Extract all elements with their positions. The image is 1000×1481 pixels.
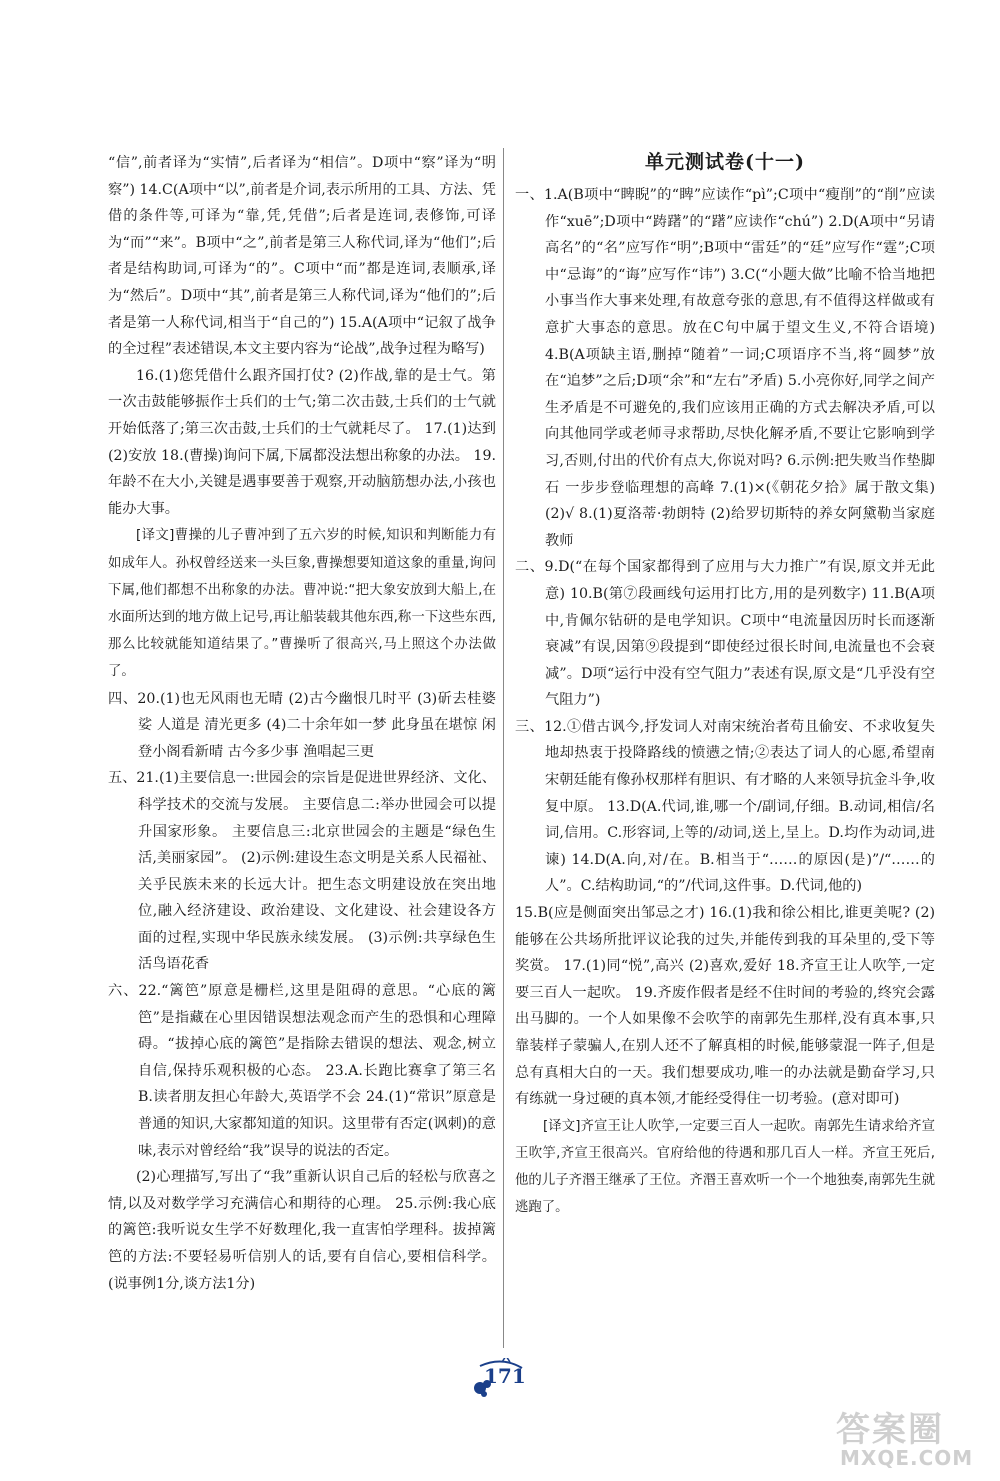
right-section-three: 三、12.①借古讽今,抒发词人对南宋统治者苟且偷安、不求收复失地却热衷于投降路线的愤懑之情;②表达了词人的心愿,希望南宋朝廷能有像孙权那样有胆识、有才略的人来领导抗金斗争,收复中原。 13.D(A.代词,谁,哪一个/副词,仔细。B.动词,相信/名词,信用。C.形容词,上等的/动词,送上,呈上。D.均作为动词,进谏) 14.D(A.向,对/在。B.相当于“……的原因(是)”/“……的人”。C.结构助词,“的”/代词,这件事。D.代词,他的) [515,718,935,895]
left-answers-16-19: 16.(1)您凭借什么跟齐国打仗? (2)作战,靠的是士气。第一次击鼓能够振作士兵们的士气;第二次击鼓,士兵们的士气就开始低落了;第三次击鼓,士兵们的士气就耗尽了。 17.(1)达到 (2)安放 18.(曹操)询问下属,下属都没法想出称象的办法。 19.年龄不在大小,关键是遇事要善于观察,开动脑筋想办法,小孩也能办大事。 [108,367,496,517]
right-translation: [译文]齐宣王让人吹竽,一定要三百人一起吹。南郭先生请求给齐宣王吹竽,齐宣王很高兴。官府给他的待遇和那几百人一样。齐宣王死后,他的儿子齐湣王继承了王位。齐湣王喜欢听一个一个地独奏,南郭先生就逃跑了。 [515,1118,935,1216]
unit-test-title: 单元测试卷(十一) [645,151,805,173]
left-answers-24-25: (2)心理描写,写出了“我”重新认识自己后的轻松与欣喜之情,以及对数学学习充满信心和期待的心理。 25.示例:我心底的篱笆:我听说女生学不好数理化,我一直害怕学理科。拔掉篱笆的方法:不要轻易听信别人的话,要有自信心,要相信科学。(说事例1分,谈方法1分) [108,1169,496,1292]
left-translation: [译文]曹操的儿子曹冲到了五六岁的时候,知识和判断能力有如成年人。孙权曾经送来一头巨象,曹操想要知道这象的重量,询问下属,他们都想不出称象的办法。曹冲说:“把大象安放到大船上,在水面所达到的地方做上记号,再让船装载其他东西,称一下这些东西,那么比较就能知道结果了。”曹操听了很高兴,马上照这个办法做了。 [108,528,496,680]
right-section-two: 二、9.D(“在每个国家都得到了应用与大力推广”有误,原文并无此意) 10.B(第⑦段画线句运用打比方,用的是列数字) 11.B(A项中,肯佩尔钻研的是电学知识。C项中“电流量因历时长而逐渐衰减”有误,因第⑨段提到“即使经过很长时间,电流量也不会衰减”。D项“运行中没有空气阻力”表述有误,原文是“几乎没有空气阻力”) [515,559,935,709]
left-column [108,150,496,1297]
page-number: 171 [484,1364,526,1388]
right-answers-15-19: 15.B(应是侧面突出邹忌之才) 16.(1)我和徐公相比,谁更美呢? (2)能够在公共场所批评议论我的过失,并能传到我的耳朵里的,受下等奖赏。 17.(1)同“悦”,高兴 (2)喜欢,爱好 18.齐宣王让人吹竽,一定要三百人一起吹。 19.齐废作假者是经不住时间的考验的,终究会露出马脚的。一个人如果像不会吹竽的南郭先生那样,没有真本事,只靠装样子蒙骗人,在别人还不了解真相的时候,能够蒙混一阵子,但是总有真相大白的一天。我们想要成功,唯一的办法就是勤奋学习,只有练就一身过硬的真本领,才能经受得住一切考验。(意对即可) [515,905,935,1108]
watermark-logo: 答案圈 [836,1410,944,1450]
right-section-one: 一、1.A(B项中“睥睨”的“睥”应读作“pì”;C项中“瘦削”的“削”应读作“xuē”;D项中“踌躇”的“躇”应读作“chú”) 2.D(A项中“另请高名”的“名”应写作“明”;B项中“雷廷”的“廷”应写作“霆”;C项中“忌诲”的“诲”应写作“讳”) 3.C(“小题大做”比喻不恰当地把小事当作大事来处理,有故意夸张的意思,有不值得这样做或有意扩大事态的意思。放在C句中属于望文生义,不符合语境) 4.B(A项缺主语,删掉“随着”一词;C项语序不当,将“圆梦”放在“追梦”之后;D项“余”和“左右”矛盾) 5.小亮你好,同学之间产生矛盾是不可避免的,我们应该用正确的方式去解决矛盾,可以向其他同学或老师寻求帮助,尽快化解矛盾,不要让它影响到学习,否则,付出的代价有点大,你说对吗? 6.示例:把失败当作垫脚石 一步步登临理想的高峰 7.(1)×(《朝花夕拾》属于散文集) (2)√ 8.(1)夏洛蒂·勃朗特 (2)给罗切斯特的养女阿黛勒当家庭教师 [515,187,935,549]
left-answers-13-15: “信”,前者译为“实情”,后者译为“相信”。D项中“察”译为“明察”) 14.C(A项中“以”,前者是介词,表示所用的工具、方法、凭借的条件等,可译为“靠,凭,凭借”;后者是连词,表修饰,可译为“而”“来”。B项中“之”,前者是第三人称代词,译为“他们”;后者是结构助词,可译为“的”。C项中“而”都是连词,表顺承,译为“然后”。D项中“其”,前者是第三人称代词,译为“他们的”;后者是第一人称代词,相当于“自己的”) 15.A(A项中“记叙了战争的全过程”表述错误,本文主要内容为“论战”,战争过程为略写) [108,155,496,358]
column-divider [503,148,504,1348]
left-section-six: 六、22.“篱笆”原意是栅栏,这里是阻碍的意思。“心底的篱笆”是指藏在心里因错误想法观念而产生的恐惧和心理障碍。“拔掉心底的篱笆”是指除去错误的想法、观念,树立自信,保持乐观积极的心态。 23.A.长跑比赛拿了第三名 B.读者朋友担心年龄大,英语学不会 24.(1)“常识”原意是普通的知识,大家都知道的知识。这里带有否定(讽刺)的意味,表示对曾经给“我”误导的说法的否定。 [108,983,496,1159]
right-column [515,150,935,1222]
watermark [832,1402,982,1474]
left-section-four: 四、20.(1)也无风雨也无晴 (2)古今幽恨几时平 (3)斫去桂婆娑 人道是 清光更多 (4)二十余年如一梦 此身虽在堪惊 闲登小阁看新晴 古今多少事 渔唱起三更 [108,690,496,760]
watermark-site: MXQE.COM [840,1446,974,1470]
left-section-five: 五、21.(1)主要信息一:世园会的宗旨是促进世界经济、文化、科学技术的交流与发展。 主要信息二:举办世园会可以提升国家形象。 主要信息三:北京世园会的主题是“绿色生活,美丽家园”。 (2)示例:建设生态文明是关系人民福祉、关乎民族未来的长远大计。把生态文明建设放在突出地位,融入经济建设、政治建设、文化建设、社会建设各方面的过程,实现中华民族永续发展。 (3)示例:共享绿色生活鸟语花香 [108,770,496,973]
page-number-badge [472,1358,530,1398]
